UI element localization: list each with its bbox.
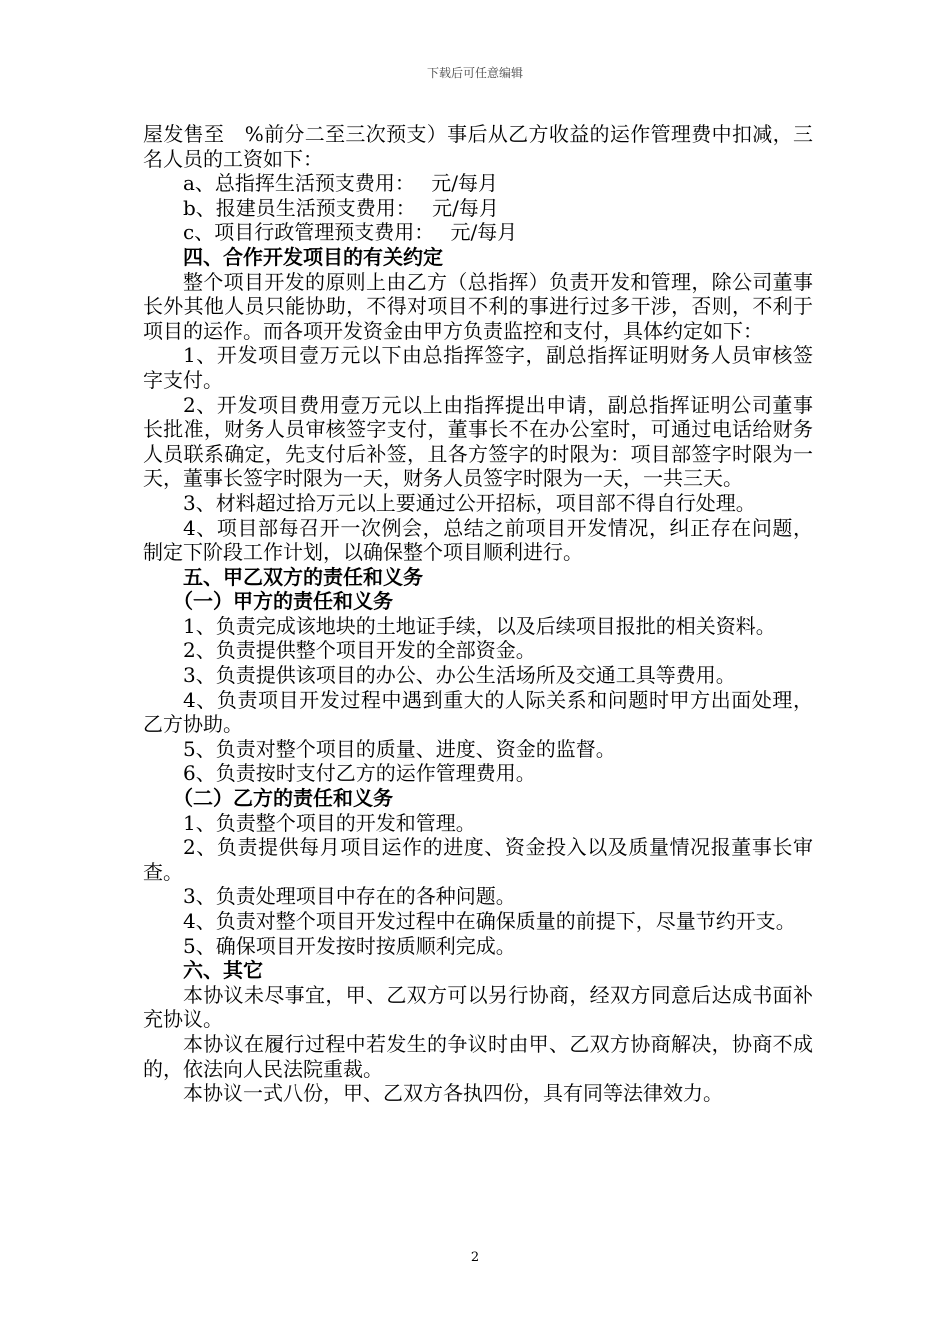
paragraph: 4、项目部每召开一次例会，总结之前项目开发情况，纠正存在问题，制定下阶段工作计划，以确保整个项目顺利进行。	[143, 515, 813, 565]
paragraph: 2、负责提供每月项目运作的进度、资金投入以及质量情况报董事长审查。	[143, 835, 813, 884]
paragraph: 屋发售至 %前分二至三次预支）事后从乙方收益的运作管理费中扣减，三名人员的工资如下：	[143, 122, 813, 171]
page-number: 2	[470, 1250, 480, 1265]
paragraph: 本协议在履行过程中若发生的争议时由甲、乙双方协商解决，协商不成的，依法向人民法院重裁。	[143, 1031, 813, 1081]
paragraph: b、报建员生活预支费用： 元/每月	[183, 195, 499, 220]
subsection-heading: （二）乙方的责任和义务	[173, 786, 393, 811]
section-heading: 四、合作开发项目的有关约定	[183, 244, 443, 269]
paragraph: 5、确保项目开发按时按质顺利完成。	[183, 933, 516, 958]
paragraph: 3、负责提供该项目的办公、办公生活场所及交通工具等费用。	[183, 663, 736, 688]
paragraph: 2、开发项目费用壹万元以上由指挥提出申请，副总指挥证明公司董事长批准，财务人员审核签字支付，董事长不在办公室时，可通过电话给财务人员联系确定，先支付后补签，且各方签字的时限为：项目部签字时限为一天，董事长签字时限为一天，财务人员签字时限为一天，一共三天。	[143, 392, 813, 491]
paragraph: 本协议未尽事宜，甲、乙双方可以另行协商，经双方同意后达成书面补充协议。	[143, 982, 813, 1032]
paragraph: 6、负责按时支付乙方的运作管理费用。	[183, 761, 536, 786]
section-heading: 五、甲乙双方的责任和义务	[183, 564, 423, 589]
paragraph: 3、材料超过拾万元以上要通过公开招标，项目部不得自行处理。	[183, 490, 756, 515]
paragraph: 整个项目开发的原则上由乙方（总指挥）负责开发和管理，除公司董事长外其他人员只能协助，不得对项目不利的事进行过多干涉，否则，不利于项目的运作。而各项开发资金由甲方负责监控和支付，具体约定如下：	[143, 269, 813, 343]
page-header: 下载后可任意编辑	[426, 66, 523, 80]
document-body	[143, 122, 813, 1106]
paragraph: 5、负责对整个项目的质量、进度、资金的监督。	[183, 736, 616, 761]
paragraph: 4、负责对整个项目开发过程中在确保质量的前提下，尽量节约开支。	[183, 909, 796, 933]
section-heading: 六、其它	[183, 958, 263, 983]
paragraph: 1、开发项目壹万元以下由总指挥签字，副总指挥证明财务人员审核签字支付。	[143, 343, 813, 392]
paragraph: 3、负责处理项目中存在的各种问题。	[183, 884, 516, 909]
paragraph: 1、负责完成该地块的土地证手续，以及后续项目报批的相关资料。	[183, 613, 776, 638]
paragraph: 2、负责提供整个项目开发的全部资金。	[183, 638, 536, 663]
paragraph: a、总指挥生活预支费用： 元/每月	[183, 171, 499, 196]
paragraph: c、项目行政管理预支费用： 元/每月	[183, 220, 518, 245]
paragraph: 1、负责整个项目的开发和管理。	[183, 810, 476, 835]
subsection-heading: （一）甲方的责任和义务	[173, 589, 393, 614]
paragraph: 本协议一式八份，甲、乙双方各执四份，具有同等法律效力。	[183, 1081, 723, 1106]
paragraph: 4、负责项目开发过程中遇到重大的人际关系和问题时甲方出面处理，乙方协助。	[143, 687, 813, 737]
